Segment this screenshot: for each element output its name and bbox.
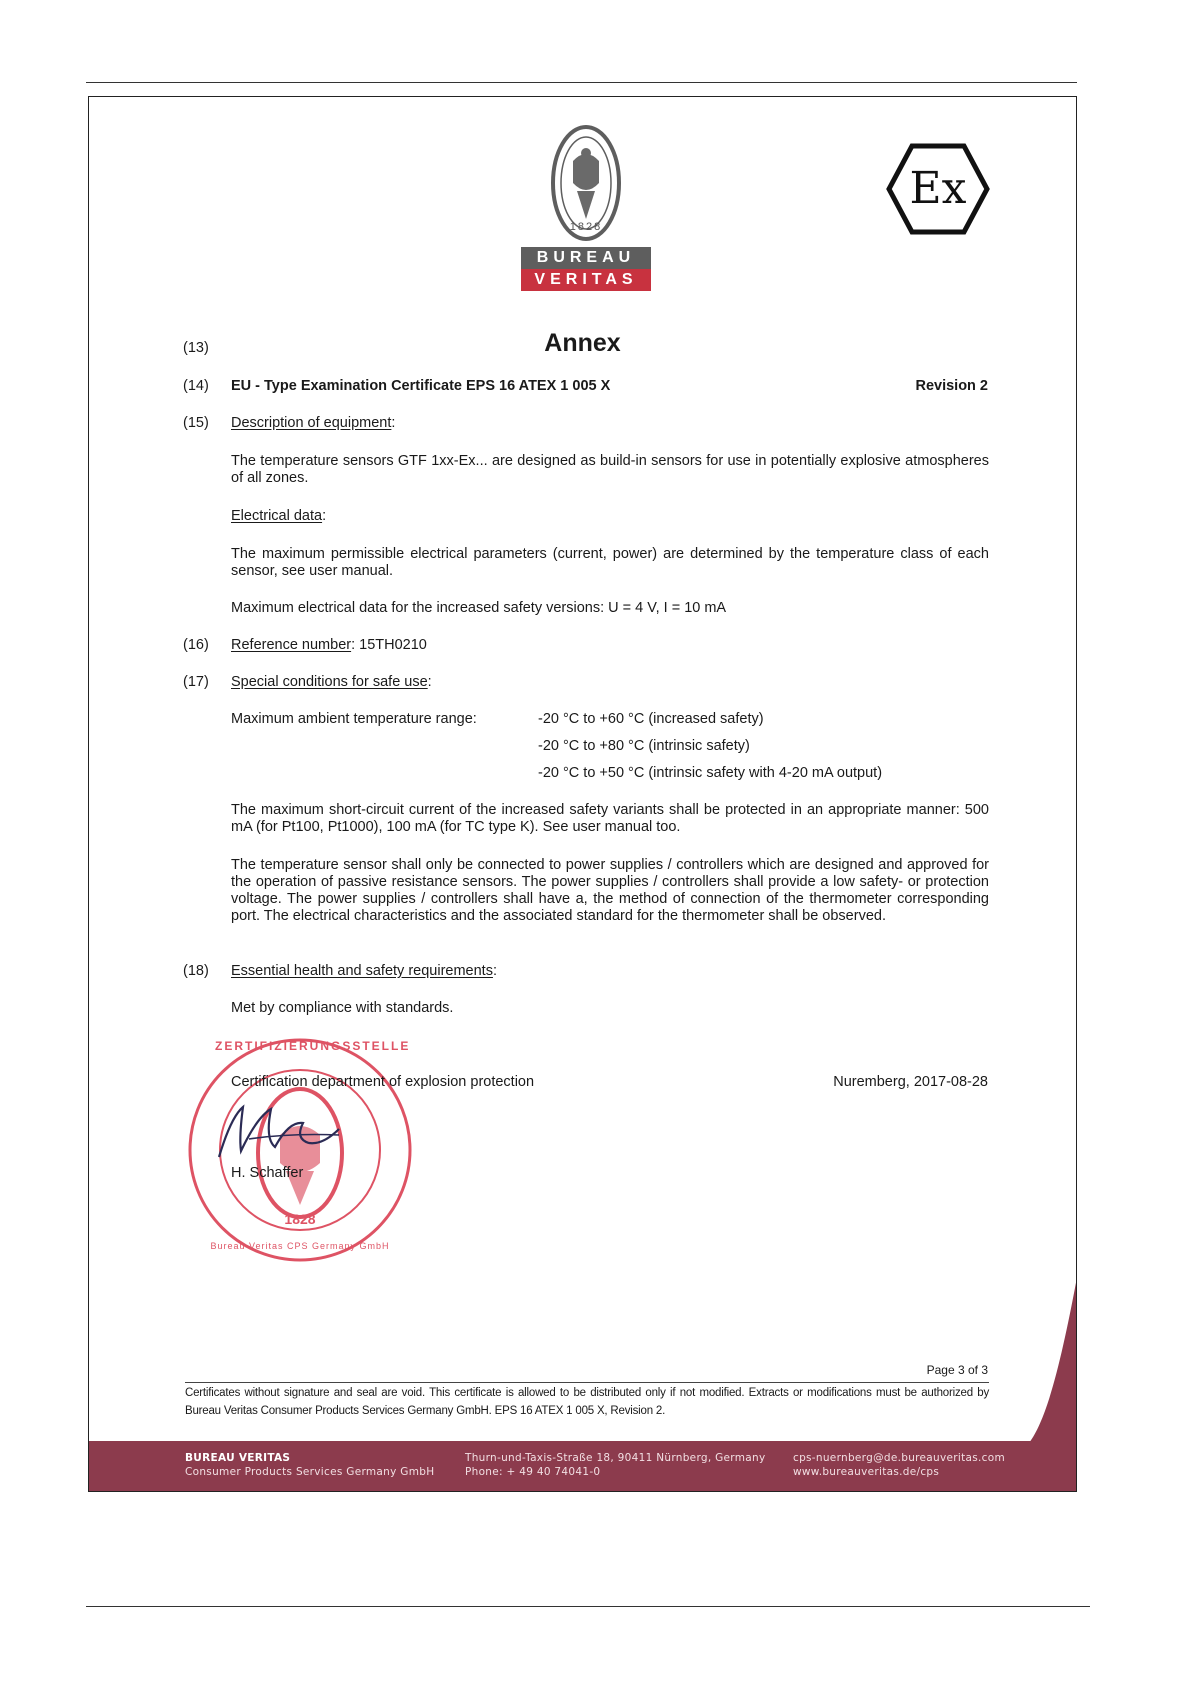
temp-range-3: -20 °C to +50 °C (intrinsic safety with 4-20 mA output)	[538, 765, 883, 781]
item-14-number: (14)	[183, 378, 209, 394]
certificate-title: EU - Type Examination Certificate EPS 16 ATEX 1 005 X	[231, 378, 611, 394]
footer-phone: Phone: + 49 40 74041-0	[465, 1466, 601, 1478]
ehsr-heading-text: Essential health and safety requirements	[231, 963, 493, 979]
top-rule	[86, 82, 1077, 83]
decorative-swoosh	[89, 97, 1077, 1492]
footer-company: BUREAU VERITAS	[185, 1452, 291, 1464]
footer-disclaimer: Certificates without signature and seal are void. This certificate is allowed to be distributed only if not modified. Extracts or modifications must be authorized by Bureau Veritas Consumer Products Services Germany GmbH. EPS 16 ATEX 1 005 X, Revision 2.	[185, 1387, 989, 1417]
temp-range-1: -20 °C to +60 °C (increased safety)	[538, 711, 764, 727]
bv-word-veritas: VERITAS	[521, 269, 651, 291]
bv-word-bureau: BUREAU	[521, 247, 651, 269]
item-15-number: (15)	[183, 415, 209, 431]
description-text: The temperature sensors GTF 1xx-Ex... are designed as build-in sensors for use in potentially explosive atmospheres of all zones.	[231, 453, 989, 486]
place-and-date: Nuremberg, 2017-08-28	[833, 1074, 988, 1090]
ex-symbol-text: Ex	[909, 163, 967, 214]
stamp-bottom-text: Bureau Veritas CPS Germany GmbH	[210, 1241, 390, 1251]
conditions-heading-text: Special conditions for safe use	[231, 674, 428, 690]
electrical-heading: Electrical data:	[231, 508, 327, 524]
signer-name: H. Schaffer	[231, 1165, 304, 1181]
annex-title: Annex	[544, 329, 621, 357]
short-circuit-text: The maximum short-circuit current of the increased safety variants shall be protected in an appropriate manner: 500 mA (for Pt100, Pt1000), 100 mA (for TC type K). See user manual too.	[231, 802, 989, 835]
footer-rule	[185, 1382, 989, 1383]
item-18-number: (18)	[183, 963, 209, 979]
item-13-number: (13)	[183, 340, 209, 356]
certification-department: Certification department of explosion protection	[231, 1074, 535, 1090]
electrical-text-2: Maximum electrical data for the increased safety versions: U = 4 V, I = 10 mA	[231, 600, 727, 616]
footer-band	[89, 1441, 1076, 1491]
ambient-temp-label: Maximum ambient temperature range:	[231, 711, 477, 727]
ehsr-heading: Essential health and safety requirements:	[231, 963, 497, 979]
item-16-number: (16)	[183, 637, 209, 653]
item-17-number: (17)	[183, 674, 209, 690]
electrical-text-1: The maximum permissible electrical parameters (current, power) are determined by the temperature class of each sensor, see user manual.	[231, 546, 989, 579]
stamp-top-text: ZERTIFIZIERUNGSSTELLE	[215, 1039, 411, 1053]
footer-web: www.bureauveritas.de/cps	[793, 1466, 940, 1478]
bv-seal-year: 1828	[569, 221, 603, 233]
revision-label: Revision 2	[915, 378, 988, 394]
bottom-rule	[86, 1606, 1090, 1607]
description-heading-text: Description of equipment	[231, 415, 392, 431]
reference-heading-text: Reference number	[231, 637, 352, 653]
footer-company-sub: Consumer Products Services Germany GmbH	[185, 1466, 435, 1478]
stamp-year: 1828	[284, 1211, 316, 1227]
electrical-heading-text: Electrical data	[231, 508, 323, 524]
description-heading: Description of equipment:	[231, 415, 396, 431]
conditions-heading: Special conditions for safe use:	[231, 674, 432, 690]
ehsr-text: Met by compliance with standards.	[231, 1000, 454, 1016]
sensor-connection-text: The temperature sensor shall only be connected to power supplies / controllers which are designed and approved for the operation of passive resistance sensors. The power supplies / controllers shall provide a low safety- or protection voltage. The power supplies / controllers shall have a, the method of connection of the thermometer corresponding port. The electrical characteristics and the associated standard for the thermometer shall be observed.	[231, 857, 989, 924]
reference-value: : 15TH0210	[351, 637, 427, 653]
footer-email: cps-nuernberg@de.bureauveritas.com	[793, 1452, 1005, 1464]
footer-address: Thurn-und-Taxis-Straße 18, 90411 Nürnberg, Germany	[465, 1452, 766, 1464]
page-number: Page 3 of 3	[926, 1363, 988, 1377]
temp-range-2: -20 °C to +80 °C (intrinsic safety)	[538, 738, 750, 754]
certificate-scan	[88, 96, 1077, 1492]
